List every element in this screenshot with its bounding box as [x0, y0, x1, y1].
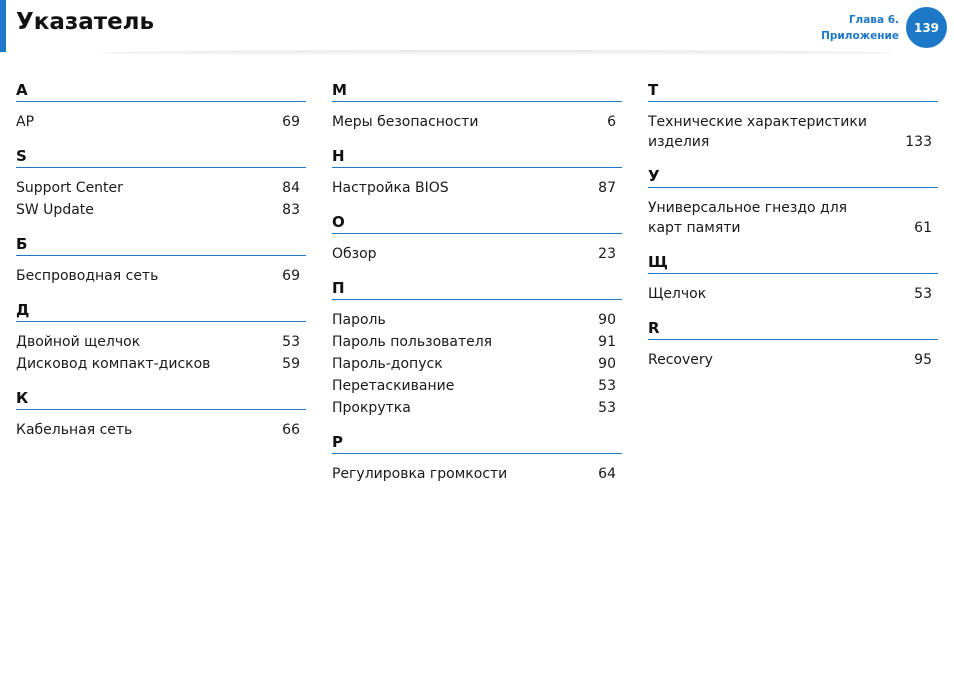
entry-label: Прокрутка [332, 400, 411, 416]
index-section [16, 79, 306, 145]
entry-label: Универсальное гнездо для карт памяти [648, 200, 848, 236]
entry-list [332, 102, 622, 145]
entry-label: Меры безопасности [332, 114, 479, 130]
index-entry[interactable] [332, 244, 622, 266]
index-section [648, 79, 938, 165]
index-entry[interactable] [16, 332, 306, 354]
page-title: Указатель [16, 9, 155, 35]
index-column-1 [16, 79, 306, 453]
index-entry[interactable] [332, 332, 622, 354]
entry-label: SW Update [16, 202, 94, 218]
chapter-number: Глава 6. [848, 14, 899, 26]
section-letter-heading: Щ [648, 251, 938, 274]
entry-page-number: 87 [598, 180, 616, 196]
index-entry[interactable] [16, 420, 306, 442]
entry-page-number: 53 [598, 378, 616, 394]
index-entry[interactable] [16, 200, 306, 222]
section-letter-heading: У [648, 165, 938, 188]
entry-page-number: 53 [282, 334, 300, 350]
entry-list [332, 168, 622, 211]
entry-label: Перетаскивание [332, 378, 455, 394]
entry-page-number: 53 [598, 400, 616, 416]
entry-page-number: 84 [282, 180, 300, 196]
index-entry[interactable] [648, 198, 938, 240]
entry-label: Пароль пользователя [332, 334, 493, 350]
index-entry[interactable] [648, 112, 938, 154]
entry-page-number: 64 [598, 466, 616, 482]
section-letter-heading: A [16, 79, 306, 102]
index-entry[interactable] [332, 354, 622, 376]
entry-list [16, 256, 306, 299]
index-section [332, 145, 622, 211]
entry-list [16, 168, 306, 233]
entry-page-number: 23 [598, 246, 616, 262]
entry-label: Технические характеристики изделия [648, 114, 867, 150]
index-section [648, 165, 938, 251]
entry-page-number: 69 [282, 114, 300, 130]
index-column-2 [332, 79, 622, 497]
entry-list [16, 322, 306, 387]
entry-list [16, 410, 306, 453]
entry-label: Щелчок [648, 286, 707, 302]
index-entry[interactable] [332, 178, 622, 200]
index-section [16, 387, 306, 453]
index-entry[interactable] [16, 266, 306, 288]
entry-page-number: 133 [905, 134, 932, 150]
entry-page-number: 83 [282, 202, 300, 218]
index-entry[interactable] [332, 398, 622, 420]
entry-page-number: 90 [598, 356, 616, 372]
entry-list [648, 274, 938, 317]
entry-label: Support Center [16, 180, 123, 196]
section-letter-heading: Д [16, 299, 306, 322]
entry-label: Беспроводная сеть [16, 268, 159, 284]
entry-page-number: 61 [914, 220, 932, 236]
index-entry[interactable] [16, 112, 306, 134]
index-entry[interactable] [332, 310, 622, 332]
section-letter-heading: Р [332, 431, 622, 454]
index-section [16, 233, 306, 299]
entry-label: Двойной щелчок [16, 334, 141, 350]
section-letter-heading: П [332, 277, 622, 300]
index-section [648, 251, 938, 317]
chapter-name: Приложение [821, 30, 899, 42]
index-section [16, 145, 306, 233]
section-letter-heading: Н [332, 145, 622, 168]
index-entry[interactable] [332, 464, 622, 486]
entry-page-number: 59 [282, 356, 300, 372]
entry-label: Дисковод компакт-дисков [16, 356, 211, 372]
index-section [648, 317, 938, 383]
entry-list [648, 340, 938, 383]
index-entry[interactable] [332, 112, 622, 134]
index-section [332, 431, 622, 497]
entry-label: Обзор [332, 246, 377, 262]
index-entry[interactable] [332, 376, 622, 398]
index-entry[interactable] [648, 350, 938, 372]
header-divider [100, 50, 894, 56]
index-section [16, 299, 306, 387]
section-letter-heading: Т [648, 79, 938, 102]
entry-label: Настройка BIOS [332, 180, 449, 196]
entry-page-number: 91 [598, 334, 616, 350]
entry-label: Пароль-допуск [332, 356, 443, 372]
entry-label: AP [16, 114, 35, 130]
entry-label: Пароль [332, 312, 386, 328]
entry-page-number: 69 [282, 268, 300, 284]
page-number-badge: 139 [906, 7, 947, 48]
index-section [332, 79, 622, 145]
entry-page-number: 6 [607, 114, 616, 130]
index-section [332, 211, 622, 277]
entry-page-number: 53 [914, 286, 932, 302]
entry-label: Recovery [648, 352, 713, 368]
entry-list [332, 234, 622, 277]
entry-list [332, 454, 622, 497]
index-section [332, 277, 622, 431]
index-entry[interactable] [16, 178, 306, 200]
index-entry[interactable] [16, 354, 306, 376]
entry-page-number: 90 [598, 312, 616, 328]
section-letter-heading: К [16, 387, 306, 410]
header-accent-bar [0, 0, 6, 52]
entry-list [648, 188, 938, 251]
index-column-3 [648, 79, 938, 383]
entry-page-number: 95 [914, 352, 932, 368]
section-letter-heading: О [332, 211, 622, 234]
entry-list [648, 102, 938, 165]
entry-list [16, 102, 306, 145]
entry-list [332, 300, 622, 431]
section-letter-heading: S [16, 145, 306, 168]
index-entry[interactable] [648, 284, 938, 306]
entry-label: Кабельная сеть [16, 422, 133, 438]
section-letter-heading: М [332, 79, 622, 102]
chapter-label [821, 12, 899, 44]
section-letter-heading: Б [16, 233, 306, 256]
entry-label: Регулировка громкости [332, 466, 508, 482]
entry-page-number: 66 [282, 422, 300, 438]
section-letter-heading: R [648, 317, 938, 340]
